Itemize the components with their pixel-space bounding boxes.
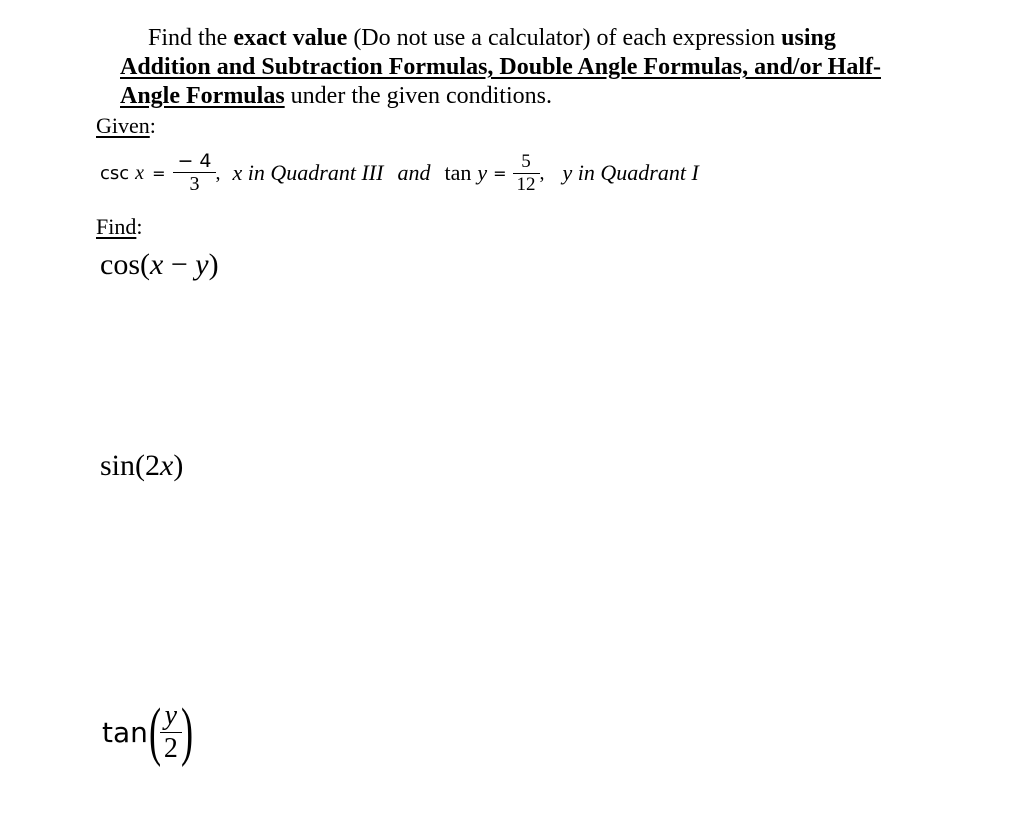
and-word: and <box>397 160 431 185</box>
tan-function: tan <box>444 160 472 185</box>
find-label: Find: <box>96 214 143 239</box>
tan-fraction <box>513 151 540 196</box>
y-quadrant-condition: y in Quadrant I <box>562 160 699 185</box>
expr3-denominator: 2 <box>160 732 182 765</box>
expr2-close-paren: ) <box>173 449 184 482</box>
comma: , <box>539 161 545 184</box>
instruction-line-2: Addition and Subtraction Formulas, Double Angle Formulas, and/or Half- <box>120 54 881 80</box>
expr3-function: tan <box>102 715 148 749</box>
expr2-function: sin(2 <box>100 449 160 482</box>
given-label: Given: <box>96 113 156 138</box>
expr3-right-paren: ) <box>180 695 193 768</box>
instruction-bold-using: using <box>781 25 836 51</box>
equals-sign: = <box>493 163 507 183</box>
expression-tan-y-over-2 <box>102 690 198 774</box>
instruction-bold-angle-formulas: Angle Formulas <box>120 83 285 109</box>
instruction-line-3 <box>120 82 552 111</box>
tan-denominator: 12 <box>513 173 540 196</box>
equals-sign: = <box>152 163 166 183</box>
csc-numerator: − 4 <box>177 150 212 172</box>
expr1-close-paren: ) <box>208 248 219 281</box>
given-conditions <box>100 145 699 201</box>
instruction-text: (Do not use a calculator) of each expression <box>347 25 782 51</box>
x-quadrant-condition: x in Quadrant III <box>232 160 384 185</box>
var-x: x <box>135 161 145 184</box>
tan-numerator: 5 <box>521 150 531 172</box>
expr3-numerator: y <box>164 699 178 731</box>
expression-sin-2x <box>100 449 183 483</box>
instruction-text: Find the <box>148 25 234 51</box>
var-y: y <box>477 160 488 185</box>
csc-denominator: 3 <box>173 172 215 196</box>
expr1-function: cos( <box>100 248 150 281</box>
comma: , <box>215 161 221 184</box>
expr1-minus: − <box>163 248 196 281</box>
expr3-left-paren: ( <box>148 695 161 768</box>
instruction-bold-exact-value: exact value <box>233 25 348 51</box>
instruction-line-1 <box>148 24 836 53</box>
expr1-var-x: x <box>149 248 164 281</box>
expr1-var-y: y <box>195 248 209 281</box>
csc-fraction <box>173 150 215 196</box>
expr3-fraction <box>160 700 182 765</box>
expr2-var-x: x <box>160 449 174 482</box>
instruction-text: under the given conditions. <box>284 83 552 109</box>
expression-cos-x-minus-y <box>100 248 219 282</box>
csc-function: csc <box>100 162 130 184</box>
